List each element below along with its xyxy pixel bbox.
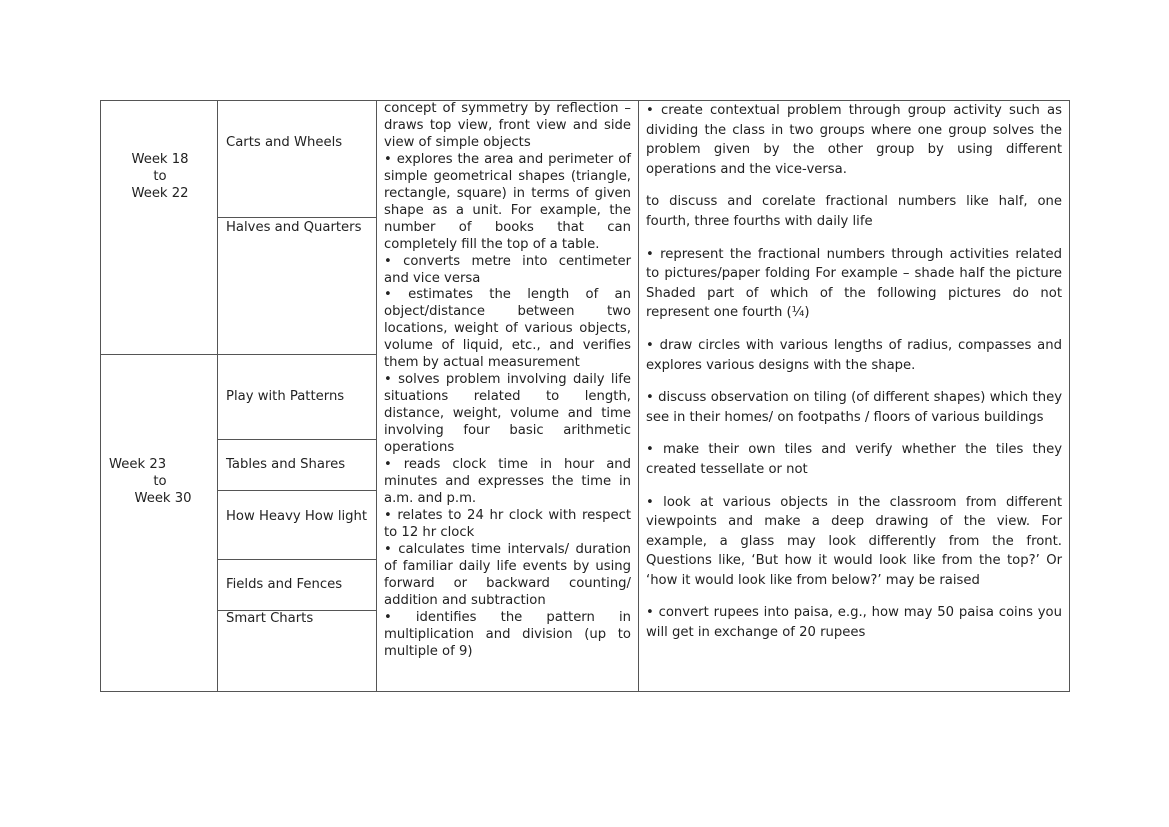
topic-halves-and-quarters: Halves and Quarters bbox=[226, 220, 362, 235]
column-divider bbox=[376, 100, 377, 692]
week-range-23-30 bbox=[106, 457, 206, 508]
column-divider bbox=[217, 100, 218, 692]
pedagogy-item: • draw circles with various lengths of radius, compasses and explores various designs with the shape. bbox=[646, 337, 1062, 373]
week-start-label: Week 18 bbox=[131, 152, 189, 167]
topic-divider bbox=[217, 217, 377, 218]
learning-outcome-item: • converts metre into centimeter and vice versa bbox=[384, 253, 631, 286]
learning-outcome-item: • explores the area and perimeter of simple geometrical shapes (triangle, rectangle, square) in terms of given shape as a unit. For example, the number of books that can completely fill the top of a table. bbox=[384, 151, 631, 252]
topic-play-with-patterns: Play with Patterns bbox=[226, 389, 345, 404]
topic-carts-and-wheels: Carts and Wheels bbox=[226, 135, 343, 150]
week-group-divider bbox=[100, 354, 377, 355]
learning-outcome-item: • calculates time intervals/ duration of familiar daily life events by using forward or backward counting/ addition and subtraction bbox=[384, 541, 631, 608]
column-divider bbox=[638, 100, 639, 692]
topic-divider bbox=[217, 559, 377, 560]
learning-outcome-item: • identifies the pattern in multiplication and division (up to multiple of 9) bbox=[384, 609, 631, 659]
topic-divider bbox=[217, 490, 377, 491]
learning-outcome-item: concept of symmetry by reflection – draws top view, front view and side view of simple objects bbox=[384, 101, 631, 150]
curriculum-table bbox=[100, 100, 1070, 692]
week-to-label: to bbox=[153, 473, 167, 489]
pedagogy-item: • represent the fractional numbers through activities related to pictures/paper folding For example – shade half the picture Shaded part of which of the following pictures do not represent one fourth (¼) bbox=[646, 246, 1062, 321]
week-range-18-22 bbox=[120, 152, 200, 203]
week-end-label: Week 30 bbox=[134, 490, 192, 506]
learning-outcome-item: • solves problem involving daily life situations related to length, distance, weight, volume and time involving four basic arithmetic operations bbox=[384, 372, 631, 456]
pedagogy-item: to discuss and corelate fractional numbers like half, one fourth, three fourths with daily life bbox=[646, 194, 1062, 229]
topic-how-heavy-how-light: How Heavy How light bbox=[226, 509, 368, 524]
table-border-left bbox=[100, 100, 101, 692]
pedagogy-item: • convert rupees into paisa, e.g., how may 50 paisa coins you will get in exchange of 20 rupees bbox=[646, 605, 1062, 641]
pedagogy-cell bbox=[646, 101, 1062, 643]
table-border-right bbox=[1069, 100, 1070, 692]
learning-outcomes-cell bbox=[384, 101, 631, 660]
week-end-label: Week 22 bbox=[131, 185, 189, 201]
table-border-bottom bbox=[100, 691, 1070, 692]
topic-divider bbox=[217, 439, 377, 440]
pedagogy-item: • make their own tiles and verify whether the tiles they created tessellate or not bbox=[646, 442, 1062, 477]
pedagogy-item: • look at various objects in the classroom from different viewpoints and make a deep drawing of the view. For example, a glass may look differently from the front. Questions like, ‘But how it would look like from the top?’ Or ‘how it would look like from below?’ may be raised bbox=[646, 494, 1062, 588]
pedagogy-item: • create contextual problem through group activity such as dividing the class in two groups where one group solves the problem given by the other group by using different operations and the vice-versa. bbox=[646, 103, 1062, 177]
learning-outcome-item: • estimates the length of an object/distance between two locations, weight of various objects, volume of liquid, etc., and verifies them by actual measurement bbox=[384, 287, 631, 371]
learning-outcome-item: • relates to 24 hr clock with respect to 12 hr clock bbox=[384, 507, 631, 540]
topic-smart-charts: Smart Charts bbox=[226, 611, 314, 626]
topic-fields-and-fences: Fields and Fences bbox=[226, 577, 343, 592]
week-to-label: to bbox=[153, 168, 167, 184]
learning-outcome-item: • reads clock time in hour and minutes and expresses the time in a.m. and p.m. bbox=[384, 457, 631, 506]
pedagogy-item: • discuss observation on tiling (of different shapes) which they see in their homes/ on footpaths / floors of various buildings bbox=[646, 390, 1062, 425]
week-start-label: Week 23 bbox=[109, 457, 167, 472]
topic-tables-and-shares: Tables and Shares bbox=[226, 457, 346, 472]
